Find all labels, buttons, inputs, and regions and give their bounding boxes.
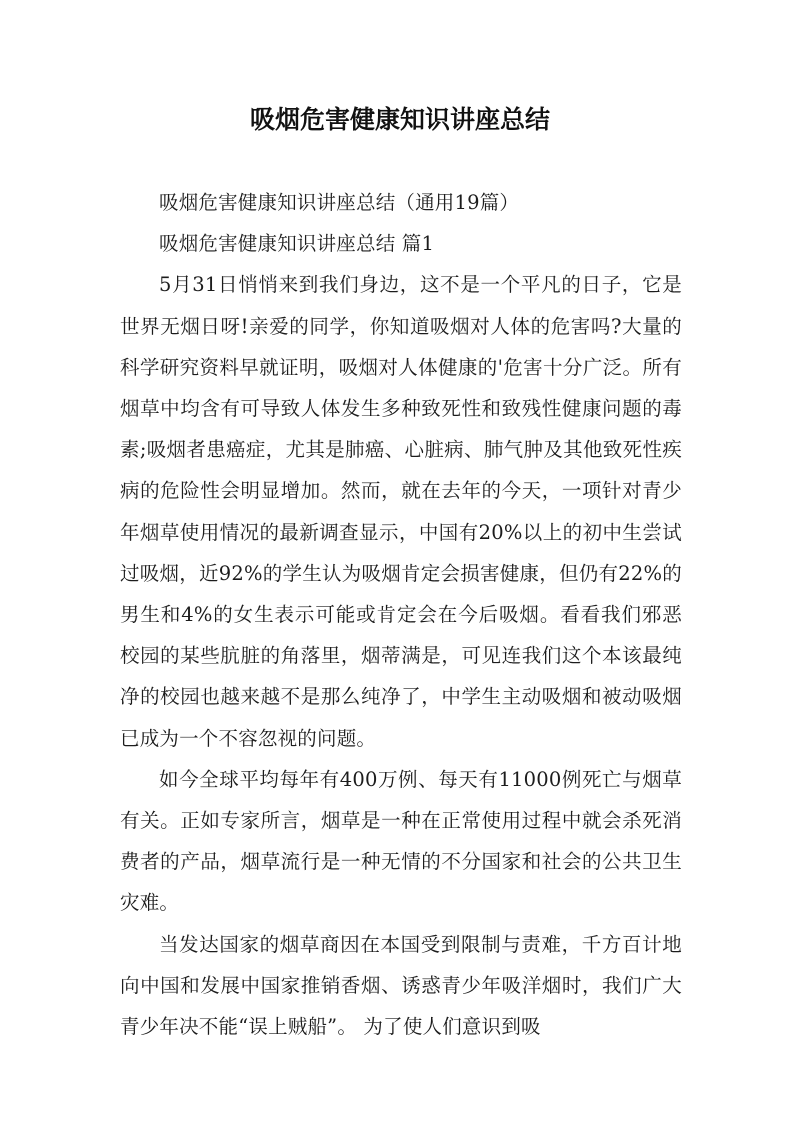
body-paragraph: 5月31日悄悄来到我们身边，这不是一个平凡的日子，它是世界无烟日呀!亲爱的同学，你知道吸烟对人体的危害吗?大量的科学研究资料早就证明，吸烟对人体健康的'危害十分广泛。所有烟草中均含有可导致人体发生多种致死性和致残性健康问题的毒素;吸烟者患癌症，尤其是肺癌、心脏病、肺气肿及其他致死性疾病的危险性会明显增加。然而，就在去年的今天，一项针对青少年烟草使用情况的最新调查显示，中国有20%以上的初中生尝试过吸烟，近92%的学生认为吸烟肯定会损害健康，但仍有22%的男生和4%的女生表示可能或肯定会在今后吸烟。看看我们邪恶校园的某些肮脏的角落里，烟蒂满是，可见连我们这个本该最纯净的校园也越来越不是那么纯净了，中学生主动吸烟和被动吸烟已成为一个不容忽视的问题。 [120, 273, 682, 750]
body-paragraph: 如今全球平均每年有400万例、每天有11000例死亡与烟草有关。正如专家所言，烟草是一种在正常使用过程中就会杀死消费者的产品，烟草流行是一种无情的不分国家和社会的公共卫生灾难。 [120, 767, 682, 915]
page-title: 吸烟危害健康知识讲座总结 [249, 105, 550, 134]
subtitle-paragraph: 吸烟危害健康知识讲座总结（通用19篇） [159, 191, 520, 214]
body-paragraph: 当发达国家的烟草商因在本国受到限制与责难，千方百计地向中国和发展中国家推销香烟、诱惑青少年吸洋烟时，我们广大青少年决不能“误上贼船”。 为了使人们意识到吸 [120, 932, 682, 1039]
document-body [120, 182, 682, 1047]
section-heading-paragraph: 吸烟危害健康知识讲座总结 篇1 [159, 232, 435, 256]
